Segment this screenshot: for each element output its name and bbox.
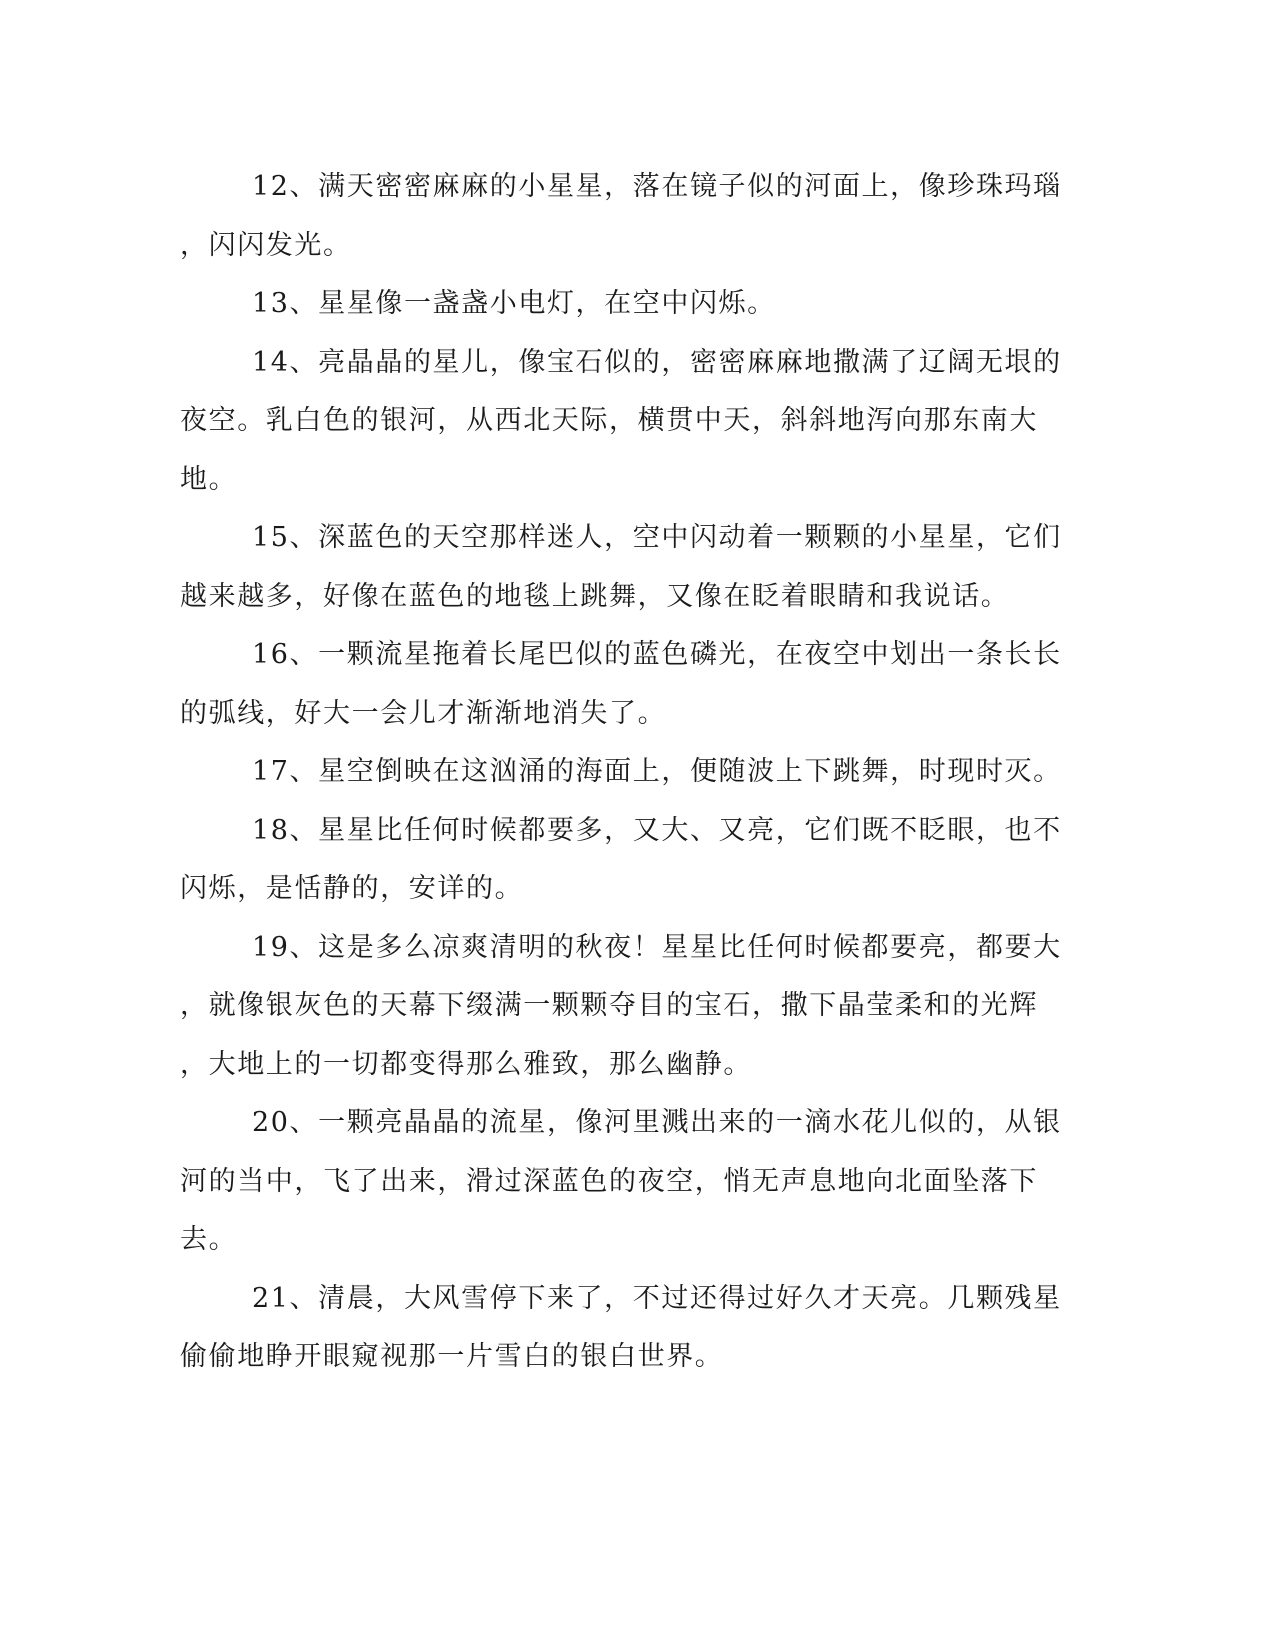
- paragraph-line: ，就像银灰色的天幕下缀满一颗颗夺目的宝石，撒下晶莹柔和的光辉: [180, 990, 1038, 1021]
- paragraph-line: ，闪闪发光。: [180, 229, 352, 261]
- paragraph-20: [180, 1094, 1062, 1270]
- paragraph-line: ，大地上的一切都变得那么雅致，那么幽静。: [180, 1048, 752, 1080]
- paragraph-line: 地。: [180, 463, 238, 495]
- paragraph-line: 河的当中，飞了出来，滑过深蓝色的夜空，悄无声息地向北面坠落下: [180, 1165, 1038, 1197]
- paragraph-14: [180, 334, 1062, 510]
- paragraph-line: 14、亮晶晶的星儿，像宝石似的，密密麻麻地撒满了辽阔无垠的: [252, 346, 1062, 378]
- paragraph-line: 夜空。乳白色的银河，从西北天际，横贯中天，斜斜地泻向那东南大: [180, 405, 1038, 436]
- paragraph-line: 闪烁，是恬静的，安详的。: [180, 873, 524, 904]
- paragraph-18: [180, 802, 1062, 919]
- paragraph-line: 12、满天密密麻麻的小星星，落在镜子似的河面上，像珍珠玛瑙: [252, 171, 1062, 202]
- paragraph-19: [180, 919, 1062, 1095]
- paragraph-line: 去。: [180, 1224, 238, 1255]
- paragraph-line: 的弧线，好大一会儿才渐渐地消失了。: [180, 697, 667, 729]
- paragraph-line: 21、清晨，大风雪停下来了，不过还得过好久才天亮。几颗残星: [252, 1282, 1062, 1314]
- paragraph-15: [180, 509, 1062, 626]
- paragraph-line: 19、这是多么凉爽清明的秋夜！星星比任何时候都要亮，都要大: [252, 931, 1062, 963]
- paragraph-line: 17、星空倒映在这汹涌的海面上，便随波上下跳舞，时现时灭。: [252, 756, 1062, 787]
- paragraph-13: [180, 275, 1028, 334]
- paragraph-line: 16、一颗流星拖着长尾巴似的蓝色磷光，在夜空中划出一条长长: [252, 639, 1062, 670]
- document-body: [180, 158, 1062, 1387]
- paragraph-12: [180, 158, 1062, 275]
- paragraph-16: [180, 626, 1062, 743]
- paragraph-line: 20、一颗亮晶晶的流星，像河里溅出来的一滴水花儿似的，从银: [252, 1107, 1062, 1138]
- paragraph-line: 13、星星像一盏盏小电灯，在空中闪烁。: [252, 288, 776, 319]
- paragraph-21: [180, 1270, 1062, 1387]
- paragraph-17: [180, 743, 1062, 802]
- paragraph-line: 15、深蓝色的天空那样迷人，空中闪动着一颗颗的小星星，它们: [252, 522, 1062, 553]
- paragraph-line: 越来越多，好像在蓝色的地毯上跳舞，又像在眨着眼睛和我说话。: [180, 580, 1010, 612]
- paragraph-line: 18、星星比任何时候都要多，又大、又亮，它们既不眨眼，也不: [252, 814, 1062, 846]
- paragraph-line: 偷偷地睁开眼窥视那一片雪白的银白世界。: [180, 1341, 724, 1372]
